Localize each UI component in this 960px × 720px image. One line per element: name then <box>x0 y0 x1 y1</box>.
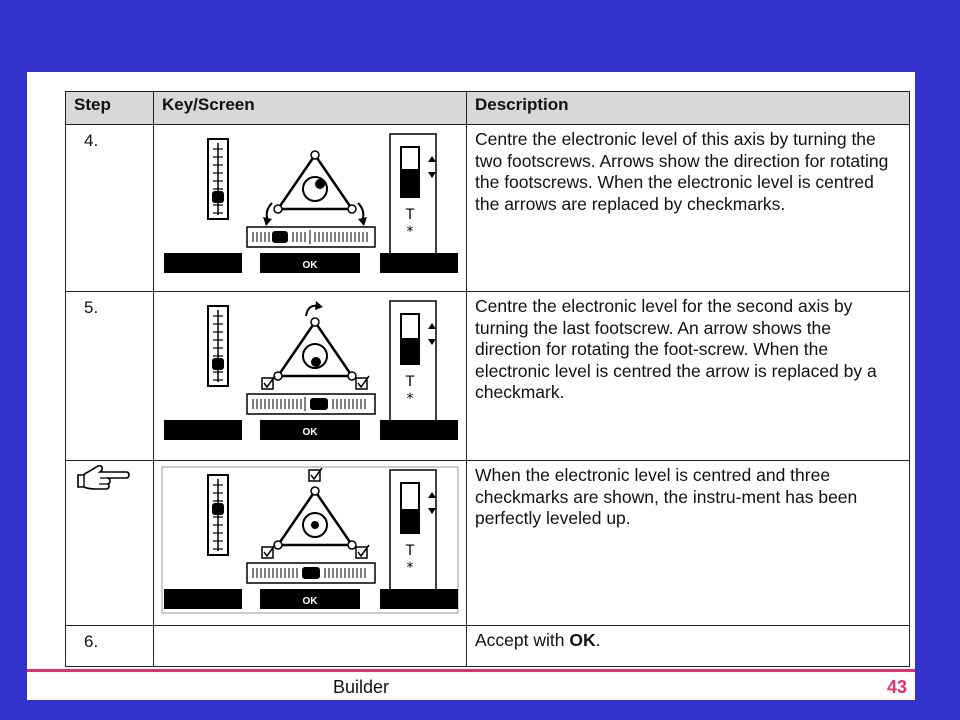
step-description: Centre the electronic level for the second axis by turning the last footscrew. An arrow shows the direction for rotating the foot-screw. When the electronic level is centred the arrow is replaced by a checkmark. <box>467 292 910 461</box>
table-row <box>66 292 910 461</box>
key-screen-cell <box>154 626 467 667</box>
table-row <box>66 461 910 626</box>
table-row <box>66 626 910 667</box>
level-screen-two-arrows-icon <box>160 129 460 279</box>
footer-divider <box>27 669 915 672</box>
pointing-hand-icon <box>76 465 130 491</box>
step-description <box>467 626 910 667</box>
svg-text:T: T <box>405 207 415 223</box>
key-screen-cell <box>154 461 467 626</box>
key-screen-cell <box>154 125 467 292</box>
svg-text:*: * <box>406 224 414 240</box>
page-number: 43 <box>886 677 907 697</box>
step-number: 6. <box>66 626 154 667</box>
step-description: When the electronic level is centred and three checkmarks are shown, the instru-ment has been perfectly leveled up. <box>467 461 910 626</box>
description-prefix: Accept with <box>475 630 570 650</box>
ok-softkey-label: OK <box>302 260 318 271</box>
step-description: Centre the electronic level of this axis by turning the two footscrews. Arrows show the direction for rotating the footscrews. When the electronic level is centred the arrows are replaced by checkmarks. <box>467 125 910 292</box>
level-screen-three-checkmarks-icon <box>160 465 460 615</box>
ok-key-label: OK <box>569 630 596 650</box>
svg-text:T: T <box>405 543 415 559</box>
header-description: Description <box>467 92 910 125</box>
manual-page <box>27 72 915 700</box>
key-screen-cell <box>154 292 467 461</box>
header-step: Step <box>66 92 154 125</box>
footer-title: Builder <box>333 677 390 697</box>
table-header-row <box>66 92 910 125</box>
step-number: 5. <box>66 292 154 461</box>
step-note-cell <box>66 461 154 626</box>
step-number: 4. <box>66 125 154 292</box>
ok-softkey-label: OK <box>302 427 318 438</box>
svg-text:*: * <box>406 560 414 576</box>
steps-table <box>65 91 910 667</box>
svg-text:T: T <box>405 374 415 390</box>
header-key-screen: Key/Screen <box>154 92 467 125</box>
ok-softkey-label: OK <box>302 596 318 607</box>
description-suffix: . <box>595 630 601 650</box>
table-row <box>66 125 910 292</box>
svg-text:*: * <box>406 391 414 407</box>
level-screen-one-arrow-icon <box>160 296 460 446</box>
